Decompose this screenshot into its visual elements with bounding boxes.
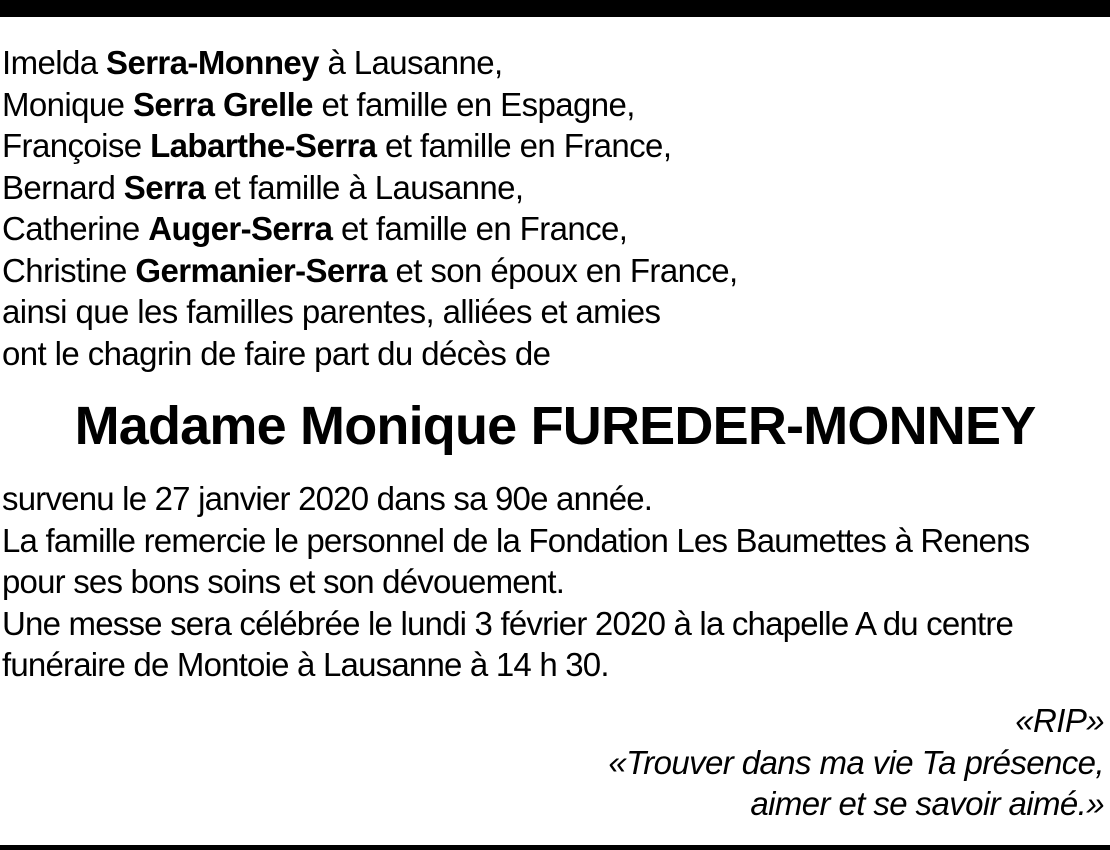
quote-line: «RIP»	[1015, 702, 1104, 739]
first-name: Christine	[2, 251, 127, 289]
surname: Labarthe-Serra	[150, 127, 377, 164]
top-border-rule	[0, 0, 1110, 17]
family-line	[2, 167, 1102, 209]
family-detail: et famille en Espagne,	[321, 85, 635, 123]
quote-line: «Trouver dans ma vie Ta présence,	[608, 743, 1104, 781]
family-line	[2, 208, 1102, 250]
surname: Serra-Monney	[106, 44, 319, 81]
family-line	[2, 42, 1102, 84]
family-detail: et son époux en France,	[395, 251, 738, 289]
first-name: Imelda	[2, 44, 98, 81]
family-line	[2, 250, 1102, 292]
family-detail: et famille en France,	[385, 127, 672, 164]
family-line	[2, 84, 1102, 126]
bottom-border-rule	[0, 845, 1110, 850]
surname: Germanier-Serra	[135, 251, 387, 289]
first-name: Bernard	[2, 168, 116, 206]
body-line: funéraire de Montoie à Lausanne à 14 h 30.	[2, 646, 609, 683]
family-line	[2, 125, 1102, 167]
quote-line: aimer et se savoir aimé.»	[750, 785, 1104, 822]
first-name: Monique	[2, 85, 125, 123]
body-line: pour ses bons soins et son dévouement.	[2, 563, 565, 600]
surname: Serra Grelle	[132, 85, 313, 123]
deceased-name: Madame Monique FUREDER-MONNEY	[74, 396, 1036, 456]
family-detail: et famille à Lausanne,	[213, 168, 524, 206]
first-name: Françoise	[2, 127, 142, 164]
family-detail: et famille en France,	[340, 210, 628, 247]
body-line: La famille remercie le personnel de la Fondation Les Baumettes à Renens	[2, 521, 1030, 559]
first-name: Catherine	[2, 210, 140, 247]
surname: Serra	[123, 168, 206, 206]
family-list	[2, 42, 1102, 374]
notice-body	[2, 478, 1108, 686]
intro-line: ainsi que les familles parentes, alliées et amies	[2, 293, 661, 330]
body-line: survenu le 27 janvier 2020 dans sa 90e année.	[2, 480, 653, 517]
body-line: Une messe sera célébrée le lundi 3 février 2020 à la chapelle A du centre	[2, 604, 1014, 642]
intro-line: ont le chagrin de faire part du décès de	[2, 334, 551, 372]
surname: Auger-Serra	[148, 210, 333, 247]
family-detail: à Lausanne,	[327, 44, 503, 81]
memorial-quote	[404, 700, 1104, 825]
